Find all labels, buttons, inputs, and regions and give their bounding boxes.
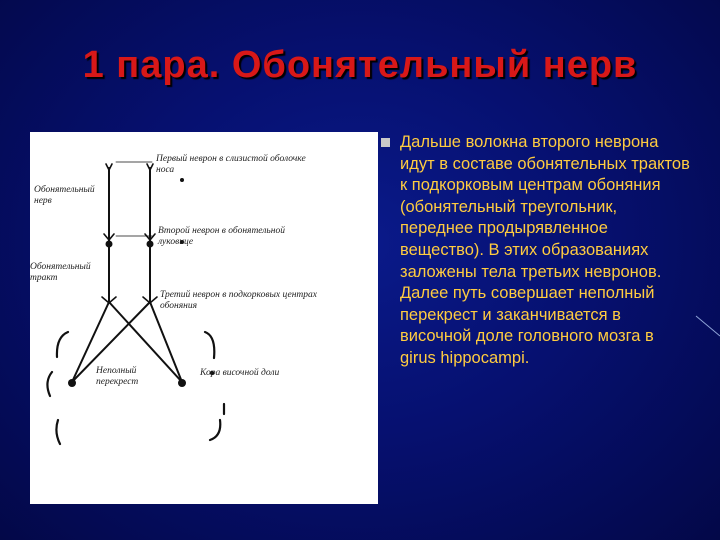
label-third-neuron: Третий неврон в подкорковых центрах обоняния bbox=[160, 290, 318, 311]
neuron-dot-right-2 bbox=[147, 241, 154, 248]
left-bracket bbox=[47, 332, 68, 444]
right-bracket bbox=[205, 332, 224, 440]
right-outer-branch bbox=[150, 302, 182, 382]
label-temporal-cortex: Кора височной доли bbox=[200, 368, 280, 378]
decorative-line bbox=[690, 300, 720, 340]
bullet-icon bbox=[381, 138, 390, 147]
neuron-dot-left-bottom bbox=[68, 379, 76, 387]
body-text: Дальше волокна второго неврона идут в составе обонятельных трактов к подкорковым центрам обоняния (обонятельный треугольник, переднее продырявленное вещество). В этих образованиях заложены тела третьих невронов. Далее путь совершает неполный перекрест и заканчивается в височной доле головного мозга в girus hippocampi. bbox=[400, 133, 690, 367]
label-decussation: Неполный перекрест bbox=[96, 366, 139, 387]
slide-title: 1 пара. Обонятельный нерв bbox=[82, 44, 638, 86]
olfactory-pathway-diagram bbox=[30, 132, 378, 504]
label-first-neuron: Первый неврон в слизистой оболочке носа bbox=[156, 154, 306, 175]
neuron-dot-left-2 bbox=[106, 241, 113, 248]
label-second-neuron: Второй неврон в обонятельной луковице bbox=[158, 226, 285, 247]
label-olfactory-nerve: Обонятельный нерв bbox=[34, 185, 95, 206]
label-olfactory-tract: Обонятельный тракт bbox=[30, 262, 91, 283]
neuron-dot-right-bottom bbox=[178, 379, 186, 387]
